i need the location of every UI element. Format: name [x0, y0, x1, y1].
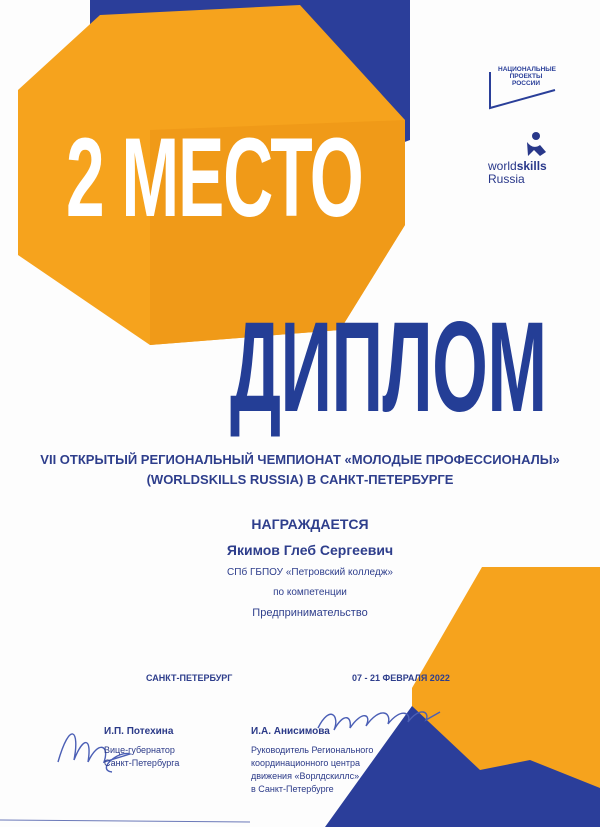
np-line-3: РОССИИ — [511, 80, 541, 87]
worldskills-regular: world — [488, 159, 517, 173]
signatory-2-title-1: Руководитель Регионального — [251, 745, 374, 755]
worldskills-sub: Russia — [488, 172, 525, 186]
worldskills-figure-icon — [527, 132, 546, 156]
institution: СПб ГБПОУ «Петровский колледж» — [227, 567, 393, 578]
championship-line-2: (WORLDSKILLS RUSSIA) В САНКТ-ПЕТЕРБУРГЕ — [146, 472, 454, 487]
signatory-2-title-4: в Санкт-Петербурге — [251, 784, 334, 794]
np-line-2: ПРОЕКТЫ — [509, 73, 543, 80]
place-heading: 2 МЕСТО — [66, 115, 363, 240]
bottom-rule — [0, 820, 250, 822]
dates: 07 - 21 ФЕВРАЛЯ 2022 — [352, 673, 450, 683]
location: САНКТ-ПЕТЕРБУРГ — [146, 673, 233, 683]
signatory-2-title-2: координационного центра — [251, 758, 360, 768]
signatory-2-name: И.А. Анисимова — [251, 726, 330, 737]
signatory-1-title-2: Санкт-Петербурга — [104, 758, 180, 768]
signatory-1-title-1: Вице-губернатор — [104, 745, 175, 755]
worldskills-bold: skills — [516, 159, 547, 173]
awarded-label: НАГРАЖДАЕТСЯ — [251, 516, 369, 532]
recipient-name: Якимов Глеб Сергеевич — [226, 542, 394, 558]
np-line-1: НАЦИОНАЛЬНЫЕ — [498, 66, 556, 73]
signatory-2-title-3: движения «Ворлдскиллс» — [251, 771, 360, 781]
diploma-title: ДИПЛОМ — [230, 296, 547, 439]
worldskills-logo — [488, 160, 547, 172]
competency: Предпринимательство — [252, 607, 368, 619]
signatory-1-name: И.П. Потехина — [104, 726, 174, 737]
national-projects-logo — [484, 66, 554, 114]
championship-line-1: VII ОТКРЫТЫЙ РЕГИОНАЛЬНЫЙ ЧЕМПИОНАТ «МОЛОДЫЕ ПРОФЕССИОНАЛЫ» — [40, 452, 560, 467]
competency-label: по компетенции — [273, 587, 347, 598]
